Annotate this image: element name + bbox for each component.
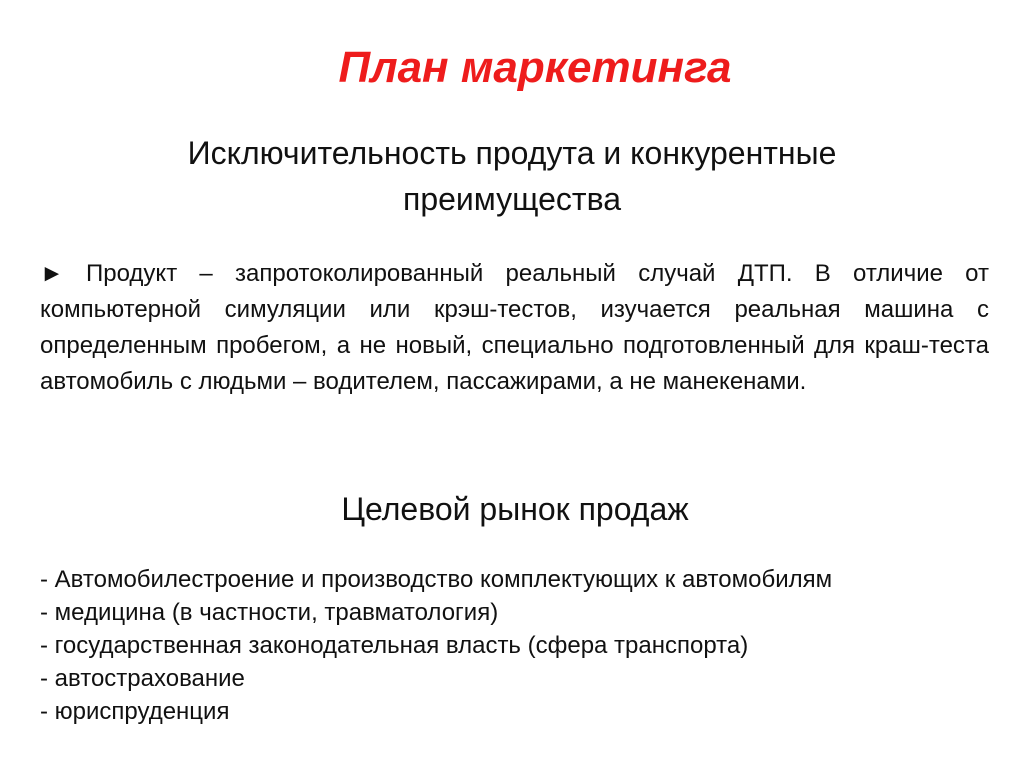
section-subtitle [60,130,964,222]
subtitle-line-1: Исключительность продута и конкурентные [187,135,837,171]
slide-title: План маркетинга [338,43,732,92]
list-item: - Автомобилестроение и производство комплектующих к автомобилям [40,566,833,593]
target-market-heading: Целевой рынок продаж [341,491,689,527]
subtitle-line-2: преимущества [402,181,621,217]
list-item: - медицина (в частности, травматология) [40,599,499,626]
list-item: - юриспруденция [40,698,230,725]
list-item: - государственная законодательная власть (сфера транспорта) [40,632,749,659]
target-market-list [40,563,989,728]
product-description-paragraph [40,256,989,400]
triangle-bullet-icon: ► [40,260,64,287]
product-description-text: Продукт – запротоколированный реальный случай ДТП. В отличие от компьютерной симуляции или крэш-тестов, изучается реальная машина с определенным пробегом, а не новый, специально подготовленный для краш-теста автомобиль с людьми – водителем, пассажирами, а не манекенами. [40,260,989,395]
list-item: - автострахование [40,665,245,692]
